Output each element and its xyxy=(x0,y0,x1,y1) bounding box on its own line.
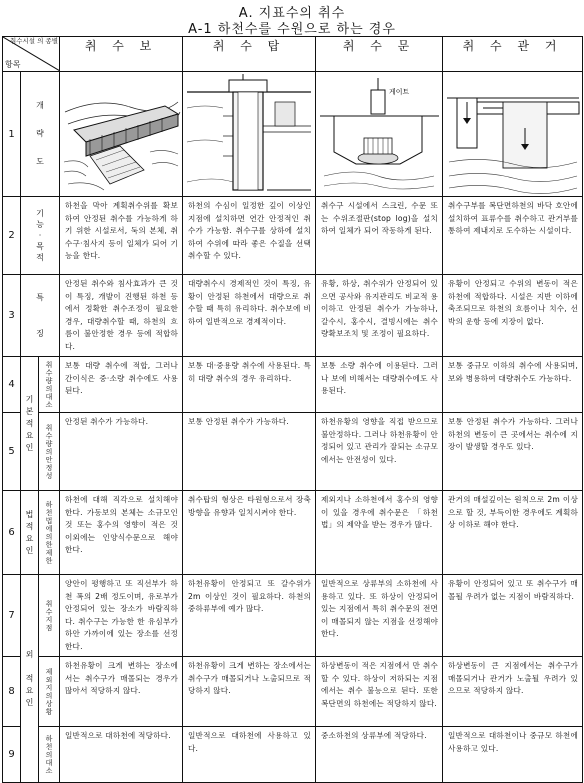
cell-tower: 하천의 수심이 일정한 깊이 이상인 지점에 설치하면 연간 안정적인 취수가 가능함. 취수구를 상하에 설치하여 수위에 따라 좋은 수질을 선택취수할 수 있다. xyxy=(183,197,316,275)
sub-label-site: 취 수 지 점 xyxy=(39,575,60,657)
cell-tower: 일반적으로 대하천에 사용하고 있다. xyxy=(183,727,316,783)
row-intake-stability xyxy=(3,413,583,491)
cell-gate: 일반적으로 상류부의 소하천에 사용하고 있다. 또 하상이 안정되어 있는 지점에서 특히 취수문의 전면이 매몰되지 않는 지점을 선정해야 한다. xyxy=(316,575,443,657)
gate-label: 게이트 xyxy=(389,88,410,96)
row-intake-volume xyxy=(3,357,583,413)
col-header-gate: 취 수 문 xyxy=(316,37,443,72)
figure-tower xyxy=(183,72,316,197)
cell-weir: 하천을 막아 계획취수위를 확보하여 안정된 취수를 가능하게 하기 위한 시설로서, 둑의 본체, 취수구·침사지 등이 일체가 되어 기능을 한다. xyxy=(60,197,183,275)
cell-gate: 제외지나 소하천에서 홍수의 영향이 있을 경우에 취수문은 「하천법」의 제약을 받는 경우가 많다. xyxy=(316,491,443,575)
page-title: A. 지표수의 취수 xyxy=(238,6,346,21)
figure-pipe xyxy=(443,72,583,197)
cell-weir: 일반적으로 대하천에 적당하다. xyxy=(60,727,183,783)
page-subtitle: A-1 하천수를 수원으로 하는 경우 xyxy=(188,22,396,37)
row-floodplain xyxy=(3,657,583,727)
cell-tower: 하천유황이 크게 변하는 장소에서는 취수구가 매몰되거나 노출되므로 적당하지 않다. xyxy=(183,657,316,727)
row-num: 9 xyxy=(3,727,21,783)
cell-weir: 양안이 평행하고 또 직선부가 하천 폭의 2배 정도이며, 유로부가 안정되어 있는 장소가 바람직하다. 취수구는 가능한 한 유심부가 하안 가까이에 있는 장소를 선정한다. xyxy=(60,575,183,657)
row-num: 7 xyxy=(3,575,21,657)
cell-pipe: 취수구부를 복단면하천의 바닥 호안에 설치하여 표류수를 취수하고 관거부를 통하여 제내지로 도수하는 시설이다. xyxy=(443,197,583,275)
cell-weir: 하천유황이 크게 변하는 장소에서는 취수구가 매몰되는 경우가 많아서 적당하지 않다. xyxy=(60,657,183,727)
figure-row xyxy=(3,72,583,197)
sub-label-volume: 취 수 량 의 대 소 xyxy=(39,357,60,413)
corner-bottom-label: 항목 xyxy=(5,60,21,69)
sub-label-floodplain: 제 외 지 의 상 황 xyxy=(39,657,60,727)
col-header-weir: 취 수 보 xyxy=(60,37,183,72)
cell-tower: 보통 대·중용량 취수에 사용된다. 특히 대량 취수의 경우 유리하다. xyxy=(183,357,316,413)
cell-weir: 안정된 취수가 가능하다. xyxy=(60,413,183,491)
row-num: 4 xyxy=(3,357,21,413)
col-header-pipe: 취 수 관 거 xyxy=(443,37,583,72)
row-legal-limits xyxy=(3,491,583,575)
row-num: 1 xyxy=(3,72,21,197)
cell-tower: 하천유황이 안정되고 또 갈수위가 2m 이상인 것이 필요하다. 하천의 중하류부에 예가 많다. xyxy=(183,575,316,657)
sub-label-stability: 취 수 량 의 안 정 성 xyxy=(39,413,60,491)
cell-weir: 보통 대량 취수에 적합, 그러나 간이식은 중·소량 취수에도 사용된다. xyxy=(60,357,183,413)
sub-label-river-law: 하 천 법 에 의 한 제 한 xyxy=(39,491,60,575)
group-legal-factors: 법 적 요 인 xyxy=(21,491,39,575)
cell-pipe: 유황이 안정되어 있고 또 취수구가 매몰될 우려가 없는 지점이 바람직하다. xyxy=(443,575,583,657)
row-features xyxy=(3,275,583,357)
header-row xyxy=(3,37,583,72)
intake-comparison-table xyxy=(2,36,583,783)
row-label: 개 략 도 xyxy=(21,72,60,197)
sub-label-river-size: 하 천 의 대 소 xyxy=(39,727,60,783)
cell-tower: 취수탑의 형상은 타원형으로서 장축방향을 유향과 일치시켜야 한다. xyxy=(183,491,316,575)
col-header-tower: 취 수 탑 xyxy=(183,37,316,72)
row-num: 2 xyxy=(3,197,21,275)
group-basic-factors: 기 본 적 요 인 xyxy=(21,357,39,491)
cell-pipe: 보통 안정된 취수가 가능하다. 그러나 하천의 변동이 큰 곳에서는 취수에 지장이 발생할 경우도 있다. xyxy=(443,413,583,491)
cell-pipe: 관거의 매설깊이는 원칙으로 2m 이상으로 할 것, 부득이한 경우에도 계획하상 이하로 해야 한다. xyxy=(443,491,583,575)
row-function xyxy=(3,197,583,275)
corner-cell xyxy=(3,37,60,72)
group-external-factors: 외 적 요 인 xyxy=(21,575,39,783)
corner-top-label: 취수시설 의 종별 xyxy=(9,37,59,45)
cell-pipe: 일반적으로 대하천이나 중규모 하천에 사용하고 있다. xyxy=(443,727,583,783)
cell-pipe: 보통 중규모 이하의 취수에 사용되며, 보와 병용하여 대량취수도 가능하다. xyxy=(443,357,583,413)
figure-gate xyxy=(316,72,443,197)
cell-gate: 하천유황의 영향을 직접 받으므로 불안정하다. 그러나 하천유황이 안정되어 있고 관리가 잘되는 소규모에서는 안전성이 있다. xyxy=(316,413,443,491)
cell-gate: 중소하천의 상류부에 적당하다. xyxy=(316,727,443,783)
cell-weir: 하천에 대해 직각으로 설치해야 한다. 가동보의 본체는 소규모인 것 또는 홍수의 영향이 적은 것 이외에는 인양식수문으로 해야 한다. xyxy=(60,491,183,575)
cell-gate: 유황, 하상, 취수위가 안정되어 있으면 공사와 유지관리도 비교적 용이하고 안정된 취수가 가능하나, 갈수시, 홍수시, 결빙시에는 취수량확보조치 및 조정이 필요하다. xyxy=(316,275,443,357)
row-num: 8 xyxy=(3,657,21,727)
cell-gate: 취수구 시설에서 스크린, 수문 또는 수위조절판(stop log)을 설치하여 일체가 되어 작동하게 된다. xyxy=(316,197,443,275)
row-label: 특 징 xyxy=(21,275,60,357)
cell-gate: 하상변동이 적은 지점에서 만 취수할 수 있다. 하상이 저하되는 지점에서는 취수 불능으로 된다. 또한 복단면의 하천에는 적당하지 않다. xyxy=(316,657,443,727)
row-num: 3 xyxy=(3,275,21,357)
row-label: 기 능 · 목 적 xyxy=(21,197,60,275)
row-intake-site xyxy=(3,575,583,657)
cell-tower: 대량취수시 경제적인 것이 특징, 유황이 안정된 하천에서 대량으로 취수할 때 특히 유리하다. 취수보에 비하여 일반적으로 경제적이다. xyxy=(183,275,316,357)
row-river-size xyxy=(3,727,583,783)
cell-pipe: 하상변동이 큰 지점에서는 취수구가 매몰되거나 관거가 노출될 우려가 있으므로 적당하지 않다. xyxy=(443,657,583,727)
cell-weir: 안정된 취수와 침사효과가 큰 것이 특징, 개발이 진행된 하천 등에서 정확한 취수조정이 필요한 경우, 대량취수할 때, 하천의 흐름이 불안정한 경우 등에 적합하다. xyxy=(60,275,183,357)
cell-tower: 보통 안정된 취수가 가능하다. xyxy=(183,413,316,491)
row-num: 5 xyxy=(3,413,21,491)
cell-gate: 보통 소량 취수에 이용된다. 그러나 보에 비해서는 대량취수에도 사용된다. xyxy=(316,357,443,413)
figure-weir xyxy=(60,72,183,197)
row-num: 6 xyxy=(3,491,21,575)
cell-pipe: 유황이 안정되고 수위의 변동이 적은 하천에 적합하다. 시설은 지반 이하에 축조되므로 하천의 흐름이나 치수, 선박의 운항 등에 지장이 없다. xyxy=(443,275,583,357)
